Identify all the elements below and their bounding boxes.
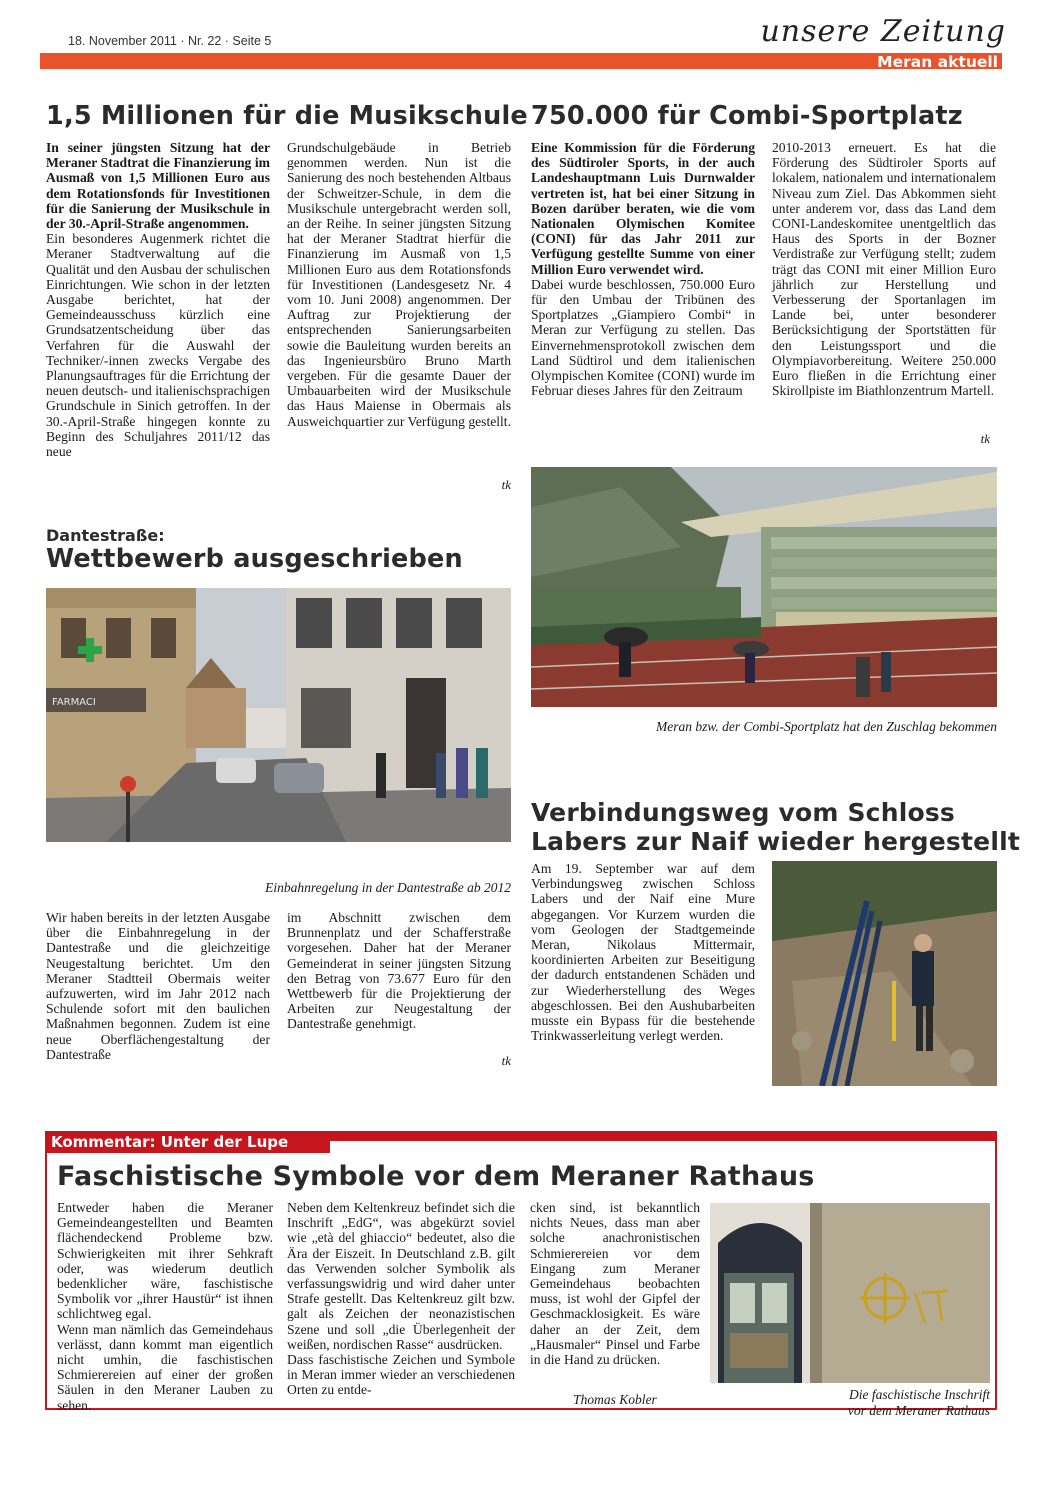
rathaus-caption [710, 1387, 990, 1419]
article2-column2 [772, 140, 996, 398]
commentary-column3: cken sind, ist bekanntlich nichts Neues, dass man aber solche anachronistischen Schmierereien vor dem Eingang zum Meraner Gemeindehaus beobachten muss, ist wohl der Gipfel der Geschmacklosigkeit. Es wäre daher an der Zeit, dem „Hausmaler“ Pinsel und Farbe in die Hand zu drücken. [530, 1200, 700, 1368]
article3-column2: im Abschnitt zwischen dem Brunnenplatz und der Schafferstraße vorgesehen. Daher hat der Meraner Gemeinderat in seiner jüngsten Sitzung den Betrag von 73.677 Euro für den Wettbewerb für die Projektierung der Arbeiten zur Neugestaltung der Dantestraße genehmigt. [287, 910, 511, 1032]
pharmacy-sign: FARMACI [52, 697, 96, 708]
article1-column1 [46, 140, 270, 459]
article3-signature: tk [501, 1053, 511, 1068]
rathaus-caption-line2: vor dem Meraner Rathaus [847, 1403, 990, 1418]
article1-column2 [287, 140, 511, 429]
article2-body1: Dabei wurde beschlossen, 750.000 Euro für den Umbau der Tribünen des Sportplatzes „Giampiero Combi“ in Meran zur Verfügung zu stellen. Das Einvernehmensprotokoll zwischen dem Land Südtirol und dem italienischen Olympischen Komitee (CONI) wurde im Februar dieses Jahres für den Zeitraum [531, 276, 755, 399]
commentary-tab: Kommentar: Unter der Lupe [45, 1131, 997, 1153]
article2-signature: tk [980, 431, 990, 446]
sportsground-caption: Meran bzw. der Combi-Sportplatz hat den Zuschlag bekommen [656, 719, 997, 734]
article3-column1: Wir haben bereits in der letzten Ausgabe über die Einbahnregelung in der Dantestraße und die gleichzeitige Neugestaltung berichtet. Um den Meraner Stadtteil Obermais weiter aufzuwerten, wird im Jahr 2012 nach Schulende sofort mit den baulichen Maßnahmen begonnen. Zudem ist eine neue Oberflächengestaltung der Dantestraße [46, 910, 270, 1062]
article1-lead: In seiner jüngsten Sitzung hat der Meraner Stadtrat die Finanzierung im Ausmaß von 1,5 Millionen Euro aus dem Rotationsfonds für Investitionen für die Sanierung der Musikschule in der 30.-April-Straße angenommen. [46, 140, 270, 232]
commentary-author: Thomas Kobler [573, 1392, 657, 1407]
article3-title: Wettbewerb ausgeschrieben [46, 544, 463, 574]
article4-title-line1: Verbindungsweg vom Schloss [531, 798, 955, 827]
article2-lead: Eine Kommission für die Förderung des Südtiroler Sports, in der auch Landeshauptmann Luis Durnwalder vertreten ist, hat bei einer Sitzung in Bozen darüber beraten, wie die vom Nationalen Olymischen Komitee (CONI) für das Jahr 2011 zur Verfügung gestellte Summe von einer Million Euro verwendet wird. [531, 140, 755, 277]
article2-column1 [531, 140, 755, 398]
rathaus-caption-line1: Die faschistische Inschrift [849, 1387, 990, 1402]
section-title: Meran aktuell [877, 53, 998, 71]
article1-title: 1,5 Millionen für die Musikschule [46, 101, 528, 131]
article4-body: Am 19. September war auf dem Verbindungsweg zwischen Schloss Labers und der Naif eine Mure abgegangen. Vor Kurzem wurden die vom Geologen der Stadtgemeinde Meran, Nikolaus Mittermair, koordinierten Arbeiten zur Beseitigung der dadurch entstandenen Schäden und zur Wiederherstellung des Weges abgeschlossen. Bei den Aushubarbeiten musste ein Bypass für die bestehende Trinkwasserleitung verlegt werden. [531, 861, 755, 1044]
landslide-photo [772, 861, 997, 1086]
header-bar [40, 53, 1002, 69]
commentary-title: Faschistische Symbole vor dem Meraner Rathaus [57, 1161, 815, 1192]
article2-title: 750.000 für Combi-Sportplatz [531, 101, 963, 131]
dantestrasse-photo [46, 588, 511, 842]
article1-body1: Ein besonderes Augenmerk richtet die Meraner Stadtverwaltung auf die Qualität und den Ausbau der schulischen Einrichtungen. Wie schon in der letzten Ausgabe berichtet, hat der Gemeindeausschuss kürzlich eine Grundsatzentscheidung über das Verfahren für die Auswahl der Techniker/-innen zwecks Vergabe des Planungsauftrages für die Errichtung der neuen deutsch- und italienischsprachigen Grundschule in Sinich getroffen. In der 30.-April-Straße hingegen konnte zu Beginn des Schuljahres 2011/12 das neue [46, 231, 270, 460]
newspaper-logo: unsere Zeitung [760, 14, 1006, 49]
article1-body2: Grundschulgebäude in Betrieb genommen werden. Nun ist die Sanierung des noch bestehenden Altbaus der Schweitzer-Schule, in dem die Musikschule untergebracht werden soll, an der Reihe. In seiner jüngsten Sitzung hat der Meraner Stadtrat hierfür die Finanzierung im Ausmaß von 1,5 Millionen Euro aus dem Rotationsfonds für Investitionen (Landesgesetz Nr. 4 vom 10. Juni 2008) angenommen. Der Auftrag zur Projektierung der entsprechenden Sanierungsarbeiten sowie die Bauleitung wurden bereits an das Ingenieursbüro Bruno Marth vergeben. Für die gesamte Dauer der Umbauarbeiten wird der Musikschule das Haus Maiense in Obermais als Ausweichquartier zur Verfügung gestellt. [287, 140, 511, 429]
article3-kicker: Dantestraße: [46, 526, 165, 545]
commentary-column2: Neben dem Keltenkreuz befindet sich die Inschrift „EdG“, was abgekürzt soviel wie „età del ghiaccio“ bedeutet, also die Ära der Eiszeit. In Deutschland z.B. gilt das Verwenden solcher Symbolik als verfassungswidrig und wird daher unter Strafe gestellt. Das Keltenkreuz gilt bzw. galt als Zeichen der neonazistischen Szene und soll „die Überlegenheit der weißen, nordischen Rasse“ ausdrücken. Dass faschistische Zeichen und Symbole in Meran immer wieder an verschiedenen Orten zu entde- [287, 1200, 515, 1398]
article4-title [531, 798, 1020, 856]
article1-signature: tk [501, 477, 511, 492]
sportsground-photo [531, 467, 997, 707]
article4-title-line2: Labers zur Naif wieder hergestellt [531, 827, 1021, 856]
commentary-column1: Entweder haben die Meraner Gemeindeangestellten und Beamten flächendeckend Probleme bzw. Schwierigkeiten mit ihrer Sehkraft oder, was wiederum deutlich bedenklicher wäre, faschistische Symbolik vor „ihrer Haustür“ ist ihnen schlichtweg egal. Wenn man nämlich das Gemeindehaus verlässt, dann kommt man eigentlich nicht umhin, die faschistischen Schmierereien auf einer der großen Säulen in den Meraner Lauben zu sehen. [57, 1200, 273, 1413]
issue-date-line: 18. November 2011 · Nr. 22 · Seite 5 [68, 34, 272, 48]
commentary-tab-notch [330, 1141, 995, 1153]
dantestrasse-caption: Einbahnregelung in der Dantestraße ab 2012 [265, 880, 511, 895]
article2-body2: 2010-2013 erneuert. Es hat die Förderung des Südtiroler Sports auf lokalem, nationalem und internationalem Niveau zum Ziel. Das Abkommen sieht unter anderem vor, dass das Land dem CONI-Landeskomitee unentgeltlich das Haus des Sports in der Bozner Verdistraße zur Verfügung stellt; zudem trägt das CONI mit einer Million Euro jährlich zur Herstellung und Verbesserung der Sportanlagen im Lande bei, unter besonderer Berücksichtigung der Sportstätten für den Leistungssport und die Olympiavorbereitung. Weitere 250.000 Euro fließen in die Errichtung einer Skirollpiste im Biathlonzentrum Martell. [772, 140, 996, 399]
rathaus-photo [710, 1203, 990, 1383]
